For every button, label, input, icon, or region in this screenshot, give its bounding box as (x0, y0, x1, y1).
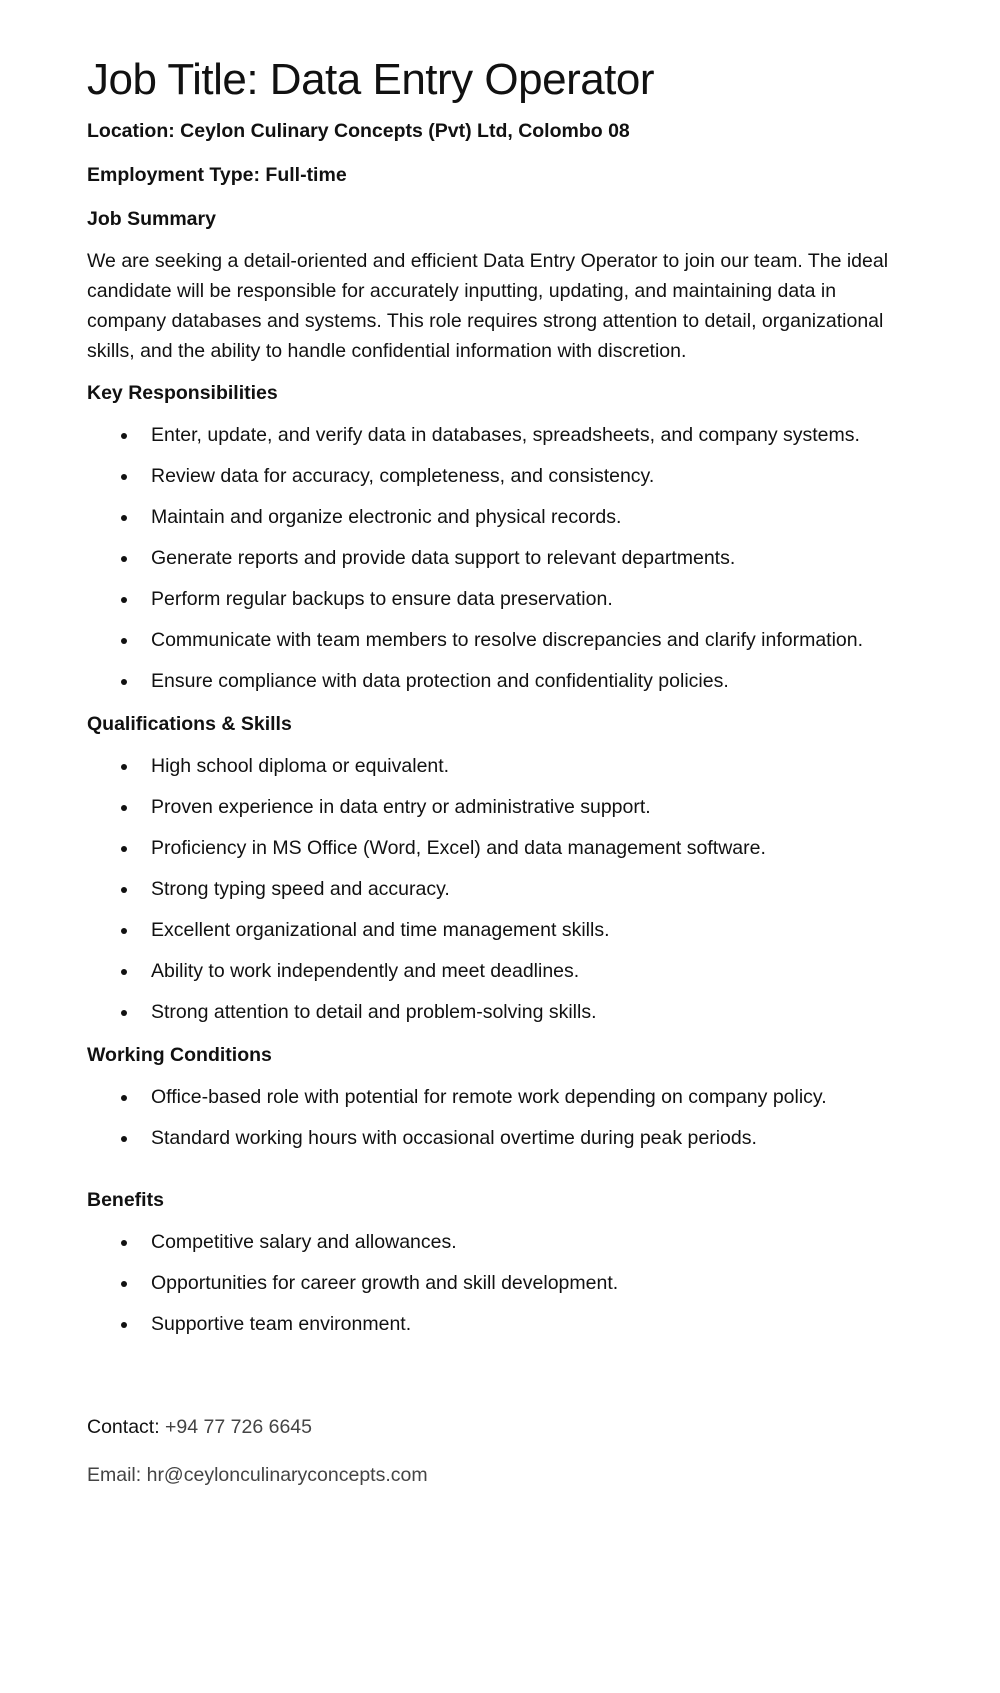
list-item: Office-based role with potential for remote work depending on company policy. (87, 1082, 871, 1112)
qualifications-list (87, 751, 917, 1027)
page-title: Job Title: Data Entry Operator (87, 55, 655, 104)
list-item: Supportive team environment. (87, 1309, 871, 1339)
responsibilities-heading: Key Responsibilities (87, 382, 278, 404)
list-item: Review data for accuracy, completeness, and consistency. (87, 461, 871, 491)
list-item: Proficiency in MS Office (Word, Excel) and data management software. (87, 833, 871, 863)
list-item: Generate reports and provide data support to relevant departments. (87, 543, 871, 573)
responsibilities-list (87, 420, 917, 696)
working-conditions-list (87, 1082, 917, 1153)
list-item: Strong attention to detail and problem-solving skills. (87, 997, 871, 1027)
list-item: High school diploma or equivalent. (87, 751, 871, 781)
list-item: Ability to work independently and meet deadlines. (87, 956, 871, 986)
list-item: Proven experience in data entry or administrative support. (87, 792, 871, 822)
list-item: Strong typing speed and accuracy. (87, 874, 871, 904)
contact-line (87, 1414, 917, 1440)
job-summary-heading: Job Summary (87, 208, 216, 230)
list-item: Opportunities for career growth and skill development. (87, 1268, 871, 1298)
job-summary-text: We are seeking a detail-oriented and efficient Data Entry Operator to join our team. The ideal candidate will be responsible for accurately inputting, updating, and maintaining data in company databases and systems. This role requires strong attention to detail, organizational skills, and the ability to handle confidential information with discretion. (87, 250, 889, 362)
location-line: Location: Ceylon Culinary Concepts (Pvt) Ltd, Colombo 08 (87, 120, 630, 142)
list-item: Excellent organizational and time management skills. (87, 915, 871, 945)
list-item: Enter, update, and verify data in databases, spreadsheets, and company systems. (87, 420, 871, 450)
list-item: Competitive salary and allowances. (87, 1227, 871, 1257)
list-item: Communicate with team members to resolve discrepancies and clarify information. (87, 625, 871, 655)
qualifications-heading: Qualifications & Skills (87, 713, 292, 735)
contact-phone[interactable]: +94 77 726 6645 (165, 1416, 312, 1438)
benefits-heading: Benefits (87, 1189, 164, 1211)
list-item: Maintain and organize electronic and physical records. (87, 502, 871, 532)
contact-label: Contact: (87, 1416, 160, 1438)
working-conditions-heading: Working Conditions (87, 1044, 272, 1066)
employment-type-line: Employment Type: Full-time (87, 164, 347, 186)
list-item: Standard working hours with occasional overtime during peak periods. (87, 1123, 871, 1153)
list-item: Ensure compliance with data protection and confidentiality policies. (87, 666, 871, 696)
list-item: Perform regular backups to ensure data preservation. (87, 584, 871, 614)
benefits-list (87, 1227, 917, 1339)
contact-email[interactable]: Email: hr@ceylonculinaryconcepts.com (87, 1464, 428, 1486)
